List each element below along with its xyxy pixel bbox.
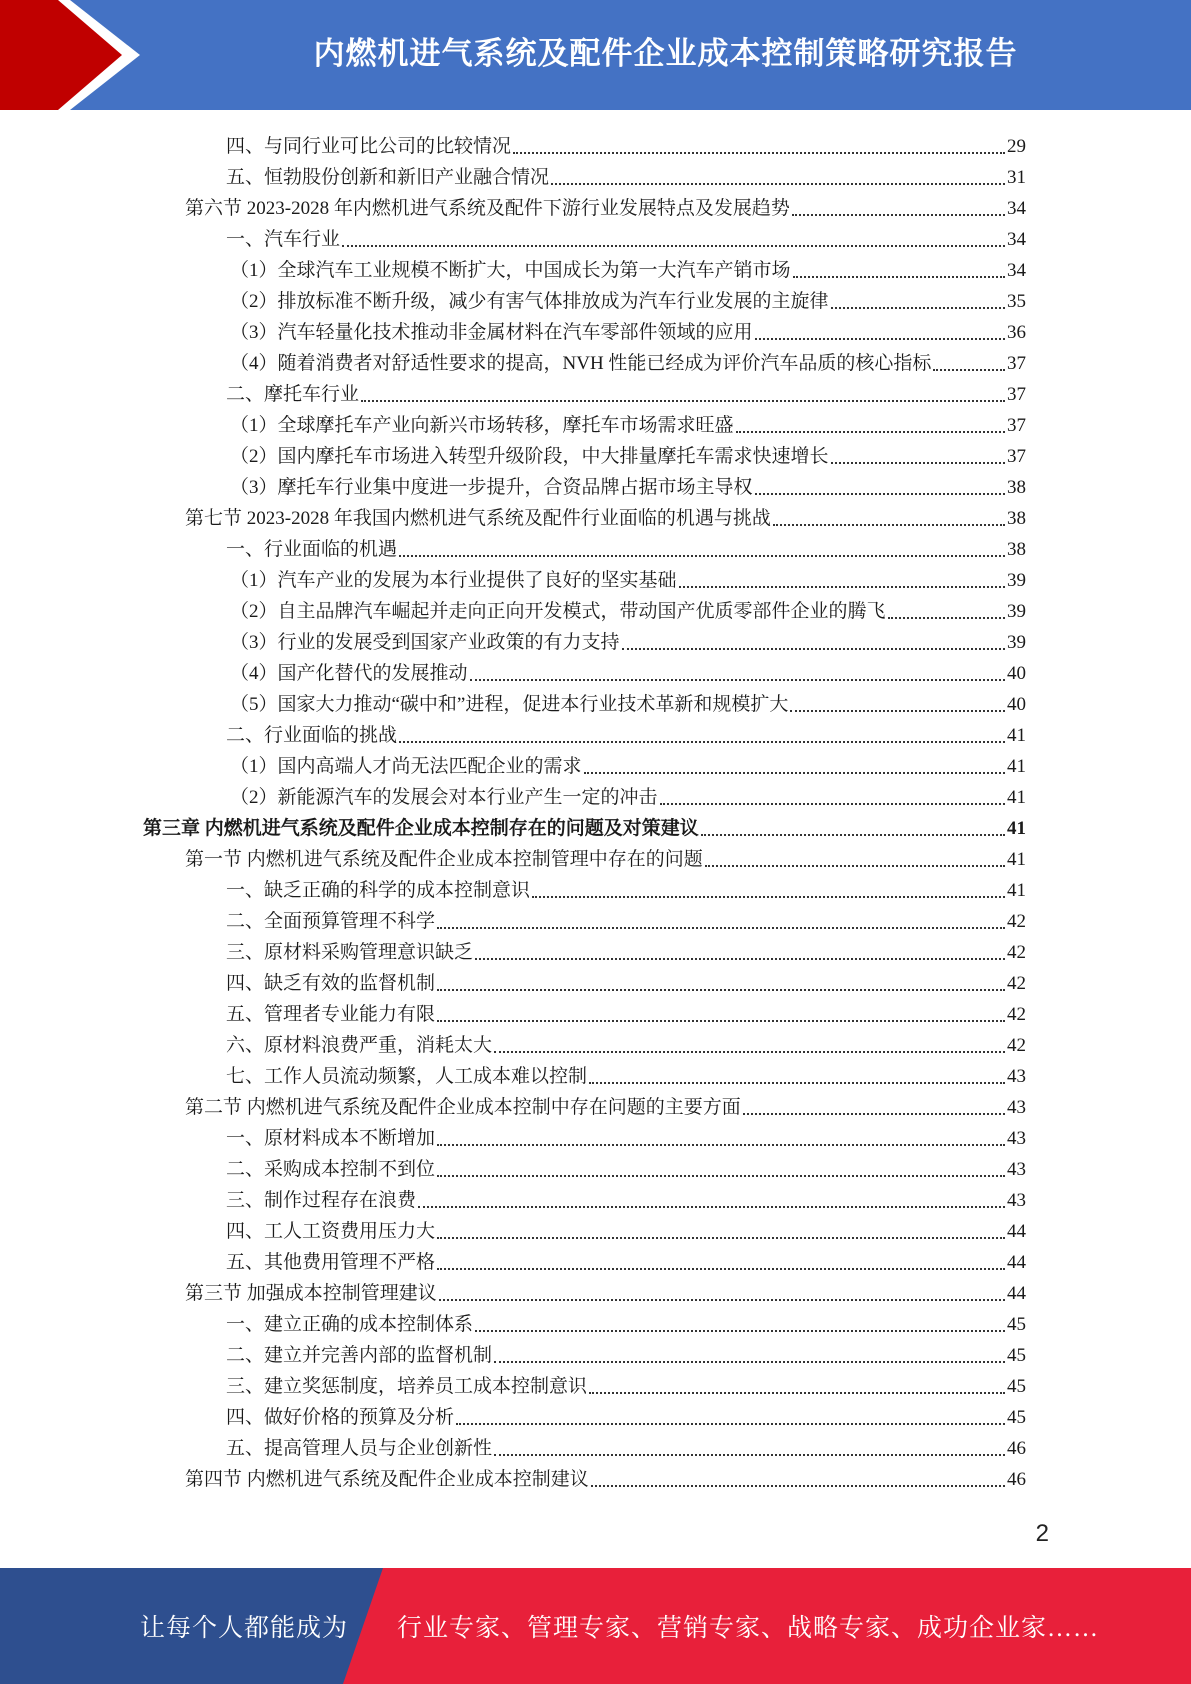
- dot-leader: [437, 927, 1005, 929]
- toc-entry-title: 第六节 2023-2028 年内燃机进气系统及配件下游行业发展特点及发展趋势: [185, 198, 790, 219]
- toc-entry-title: （3）行业的发展受到国家产业政策的有力支持: [230, 632, 620, 653]
- toc-entry[interactable]: [226, 871, 1026, 902]
- toc-entry[interactable]: [230, 437, 1026, 468]
- toc-entry-title: 二、摩托车行业: [226, 384, 360, 405]
- toc-entry-title: （1）全球摩托车产业向新兴市场转移，摩托车市场需求旺盛: [230, 415, 734, 436]
- toc-entry-title: 二、建立并完善内部的监督机制: [226, 1345, 493, 1366]
- footer-slogan-right: 行业专家、管理专家、营销专家、战略专家、成功企业家……: [397, 1615, 1100, 1642]
- dot-leader: [475, 1330, 1005, 1332]
- toc-entry[interactable]: [230, 344, 1026, 375]
- toc-entry[interactable]: [230, 623, 1026, 654]
- dot-leader: [437, 989, 1005, 991]
- toc-entry[interactable]: [185, 189, 1026, 220]
- dot-leader: [705, 865, 1005, 867]
- toc-entry-page: 41: [1007, 849, 1026, 870]
- toc-entry-page: 41: [1007, 725, 1026, 746]
- toc-entry-page: 34: [1007, 229, 1026, 250]
- toc-entry[interactable]: [230, 778, 1026, 809]
- toc-entry-page: 44: [1007, 1221, 1026, 1242]
- toc-entry-title: 第一节 内燃机进气系统及配件企业成本控制管理中存在的问题: [185, 849, 703, 870]
- toc-entry-page: 43: [1007, 1097, 1026, 1118]
- toc-entry[interactable]: [226, 1026, 1026, 1057]
- dot-leader: [532, 896, 1005, 898]
- toc-entry-title: （5）国家大力推动“碳中和”进程，促进本行业技术革新和规模扩大: [230, 694, 789, 715]
- toc-entry-page: 38: [1007, 477, 1026, 498]
- toc-entry-page: 36: [1007, 322, 1026, 343]
- toc-entry[interactable]: [226, 995, 1026, 1026]
- toc-entry[interactable]: [226, 1150, 1026, 1181]
- toc-entry-page: 45: [1007, 1314, 1026, 1335]
- toc-entry-page: 42: [1007, 1035, 1026, 1056]
- toc-entry-title: （1）汽车产业的发展为本行业提供了良好的坚实基础: [230, 570, 677, 591]
- toc-entry-page: 41: [1007, 756, 1026, 777]
- toc-entry[interactable]: [226, 375, 1026, 406]
- toc-entry-title: 五、提高管理人员与企业创新性: [226, 1438, 493, 1459]
- toc-entry-page: 45: [1007, 1407, 1026, 1428]
- dot-leader: [755, 338, 1005, 340]
- toc-entry-page: 37: [1007, 353, 1026, 374]
- toc-entry[interactable]: [226, 1429, 1026, 1460]
- toc-entry-title: （2）国内摩托车市场进入转型升级阶段，中大排量摩托车需求快速增长: [230, 446, 829, 467]
- toc-entry-title: 三、制作过程存在浪费: [226, 1190, 417, 1211]
- toc-entry-page: 41: [1007, 818, 1026, 839]
- toc-entry-title: （2）排放标准不断升级，减少有害气体排放成为汽车行业发展的主旋律: [230, 291, 829, 312]
- dot-leader: [437, 1268, 1005, 1270]
- toc-entry-title: 五、管理者专业能力有限: [226, 1004, 436, 1025]
- toc-entry[interactable]: [185, 1088, 1026, 1119]
- toc-entry-title: 五、其他费用管理不严格: [226, 1252, 436, 1273]
- dot-leader: [437, 1175, 1005, 1177]
- toc-entry-title: 第二节 内燃机进气系统及配件企业成本控制中存在问题的主要方面: [185, 1097, 741, 1118]
- toc-entry-page: 40: [1007, 694, 1026, 715]
- dot-leader: [888, 617, 1005, 619]
- toc-entry[interactable]: [143, 809, 1026, 840]
- toc-entry-title: （1）全球汽车工业规模不断扩大，中国成长为第一大汽车产销市场: [230, 260, 791, 281]
- toc-entry-page: 44: [1007, 1252, 1026, 1273]
- toc-entry-title: （3）摩托车行业集中度进一步提升，合资品牌占据市场主导权: [230, 477, 753, 498]
- dot-leader: [494, 1361, 1005, 1363]
- toc-entry-page: 45: [1007, 1376, 1026, 1397]
- toc-entry[interactable]: [185, 1460, 1026, 1491]
- toc-entry-title: （2）自主品牌汽车崛起并走向正向开发模式，带动国产优质零部件企业的腾飞: [230, 601, 886, 622]
- dot-leader: [773, 524, 1005, 526]
- toc-entry-page: 46: [1007, 1469, 1026, 1490]
- toc-entry-title: 第三章 内燃机进气系统及配件企业成本控制存在的问题及对策建议: [143, 818, 699, 839]
- dot-leader: [399, 741, 1005, 743]
- toc-entry[interactable]: [230, 592, 1026, 623]
- toc-entry-title: （2）新能源汽车的发展会对本行业产生一定的冲击: [230, 787, 658, 808]
- toc-entry-title: 第三节 加强成本控制管理建议: [185, 1283, 437, 1304]
- dot-leader: [701, 834, 1005, 836]
- toc-entry[interactable]: [230, 685, 1026, 716]
- toc-entry-page: 43: [1007, 1190, 1026, 1211]
- dot-leader: [589, 1082, 1005, 1084]
- toc-entry[interactable]: [226, 1119, 1026, 1150]
- toc-entry-title: （4）国产化替代的发展推动: [230, 663, 468, 684]
- toc-entry-page: 42: [1007, 973, 1026, 994]
- toc-entry-page: 45: [1007, 1345, 1026, 1366]
- dot-leader: [933, 369, 1005, 371]
- toc-entry[interactable]: [226, 1305, 1026, 1336]
- toc-entry[interactable]: [230, 654, 1026, 685]
- dot-leader: [793, 276, 1005, 278]
- toc-entry-page: 43: [1007, 1066, 1026, 1087]
- toc-entry-page: 29: [1007, 136, 1026, 157]
- toc-entry-title: 四、缺乏有效的监督机制: [226, 973, 436, 994]
- toc-entry-page: 41: [1007, 787, 1026, 808]
- dot-leader: [584, 772, 1005, 774]
- toc-entry[interactable]: [226, 1212, 1026, 1243]
- toc-entry-title: （4）随着消费者对舒适性要求的提高，NVH 性能已经成为评价汽车品质的核心指标: [230, 353, 932, 374]
- dot-leader: [831, 462, 1005, 464]
- toc-entry-page: 37: [1007, 446, 1026, 467]
- red-chevron-decoration: [0, 0, 150, 110]
- toc-entry-page: 34: [1007, 260, 1026, 281]
- toc-entry[interactable]: [226, 1057, 1026, 1088]
- toc-entry-title: 第七节 2023-2028 年我国内燃机进气系统及配件行业面临的机遇与挑战: [185, 508, 771, 529]
- dot-leader: [437, 1020, 1005, 1022]
- toc-entry-page: 35: [1007, 291, 1026, 312]
- dot-leader: [589, 1392, 1005, 1394]
- toc-entry-title: 四、工人工资费用压力大: [226, 1221, 436, 1242]
- toc-entry[interactable]: [226, 1181, 1026, 1212]
- toc-entry-title: 第四节 内燃机进气系统及配件企业成本控制建议: [185, 1469, 589, 1490]
- footer-banner: [0, 1568, 1191, 1684]
- toc-entry-page: 44: [1007, 1283, 1026, 1304]
- dot-leader: [399, 555, 1005, 557]
- toc-entry-title: 三、建立奖惩制度，培养员工成本控制意识: [226, 1376, 588, 1397]
- dot-leader: [470, 679, 1005, 681]
- dot-leader: [736, 431, 1005, 433]
- toc-entry[interactable]: [185, 499, 1026, 530]
- toc-entry[interactable]: [226, 716, 1026, 747]
- toc-entry[interactable]: [230, 251, 1026, 282]
- dot-leader: [792, 214, 1005, 216]
- dot-leader: [831, 307, 1005, 309]
- dot-leader: [494, 1051, 1005, 1053]
- dot-leader: [591, 1485, 1005, 1487]
- header-banner: [0, 0, 1191, 110]
- toc-entry[interactable]: [230, 561, 1026, 592]
- toc-entry[interactable]: [226, 220, 1026, 251]
- report-title: 内燃机进气系统及配件企业成本控制策略研究报告: [313, 35, 1018, 71]
- toc-entry[interactable]: [230, 468, 1026, 499]
- toc-entry[interactable]: [226, 127, 1026, 158]
- dot-leader: [456, 1423, 1005, 1425]
- toc-entry-title: 一、缺乏正确的科学的成本控制意识: [226, 880, 531, 901]
- toc-entry-title: 四、与同行业可比公司的比较情况: [226, 136, 512, 157]
- toc-entry-title: 一、建立正确的成本控制体系: [226, 1314, 474, 1335]
- page-number: 2: [1035, 1520, 1049, 1547]
- toc-entry[interactable]: [226, 964, 1026, 995]
- footer-slogan-left: 让每个人都能成为: [140, 1615, 349, 1642]
- toc-entry-page: 43: [1007, 1159, 1026, 1180]
- dot-leader: [437, 1144, 1005, 1146]
- dot-leader: [622, 648, 1005, 650]
- toc-entry-page: 38: [1007, 508, 1026, 529]
- toc-entry[interactable]: [226, 158, 1026, 189]
- toc-entry-page: 38: [1007, 539, 1026, 560]
- toc-entry[interactable]: [226, 530, 1026, 561]
- dot-leader: [437, 1237, 1005, 1239]
- toc-entry-page: 42: [1007, 1004, 1026, 1025]
- toc-entry[interactable]: [226, 1398, 1026, 1429]
- dot-leader: [342, 245, 1005, 247]
- toc-entry[interactable]: [226, 933, 1026, 964]
- toc-entry[interactable]: [230, 747, 1026, 778]
- dot-leader: [475, 958, 1005, 960]
- dot-leader: [494, 1454, 1005, 1456]
- toc-entry[interactable]: [230, 313, 1026, 344]
- toc-entry-page: 39: [1007, 601, 1026, 622]
- toc-entry-title: （1）国内高端人才尚无法匹配企业的需求: [230, 756, 582, 777]
- toc-entry[interactable]: [230, 406, 1026, 437]
- dot-leader: [513, 152, 1005, 154]
- toc-entry-title: 二、行业面临的挑战: [226, 725, 398, 746]
- toc-entry-title: 六、原材料浪费严重，消耗太大: [226, 1035, 493, 1056]
- toc-entry[interactable]: [226, 1367, 1026, 1398]
- toc-entry-page: 42: [1007, 942, 1026, 963]
- toc-entry[interactable]: [185, 840, 1026, 871]
- dot-leader: [361, 400, 1005, 402]
- toc-entry-page: 37: [1007, 415, 1026, 436]
- toc-entry-page: 39: [1007, 632, 1026, 653]
- toc-entry-page: 40: [1007, 663, 1026, 684]
- toc-entry-page: 42: [1007, 911, 1026, 932]
- toc-entry-title: （3）汽车轻量化技术推动非金属材料在汽车零部件领域的应用: [230, 322, 753, 343]
- dot-leader: [790, 710, 1005, 712]
- toc-entry-title: 二、全面预算管理不科学: [226, 911, 436, 932]
- dot-leader: [439, 1299, 1005, 1301]
- dot-leader: [679, 586, 1005, 588]
- dot-leader: [660, 803, 1005, 805]
- toc-entry-page: 34: [1007, 198, 1026, 219]
- toc-entry-page: 43: [1007, 1128, 1026, 1149]
- dot-leader: [743, 1113, 1005, 1115]
- toc-entry[interactable]: [226, 1243, 1026, 1274]
- toc-entry-title: 七、工作人员流动频繁，人工成本难以控制: [226, 1066, 588, 1087]
- toc-entry[interactable]: [226, 1336, 1026, 1367]
- toc-entry-page: 41: [1007, 880, 1026, 901]
- dot-leader: [551, 183, 1005, 185]
- toc-entry-page: 46: [1007, 1438, 1026, 1459]
- dot-leader: [418, 1206, 1005, 1208]
- dot-leader: [755, 493, 1005, 495]
- toc-entry-title: 二、采购成本控制不到位: [226, 1159, 436, 1180]
- toc-entry-title: 四、做好价格的预算及分析: [226, 1407, 455, 1428]
- toc-entry-title: 一、原材料成本不断增加: [226, 1128, 436, 1149]
- toc-entry[interactable]: [230, 282, 1026, 313]
- toc-entry[interactable]: [226, 902, 1026, 933]
- toc-entry-title: 一、汽车行业: [226, 229, 341, 250]
- toc-entry-page: 39: [1007, 570, 1026, 591]
- toc-entry-page: 37: [1007, 384, 1026, 405]
- toc-entry-page: 31: [1007, 167, 1026, 188]
- toc-entry[interactable]: [185, 1274, 1026, 1305]
- toc-entry-title: 三、原材料采购管理意识缺乏: [226, 942, 474, 963]
- toc-entry-title: 五、恒勃股份创新和新旧产业融合情况: [226, 167, 550, 188]
- toc-entry-title: 一、行业面临的机遇: [226, 539, 398, 560]
